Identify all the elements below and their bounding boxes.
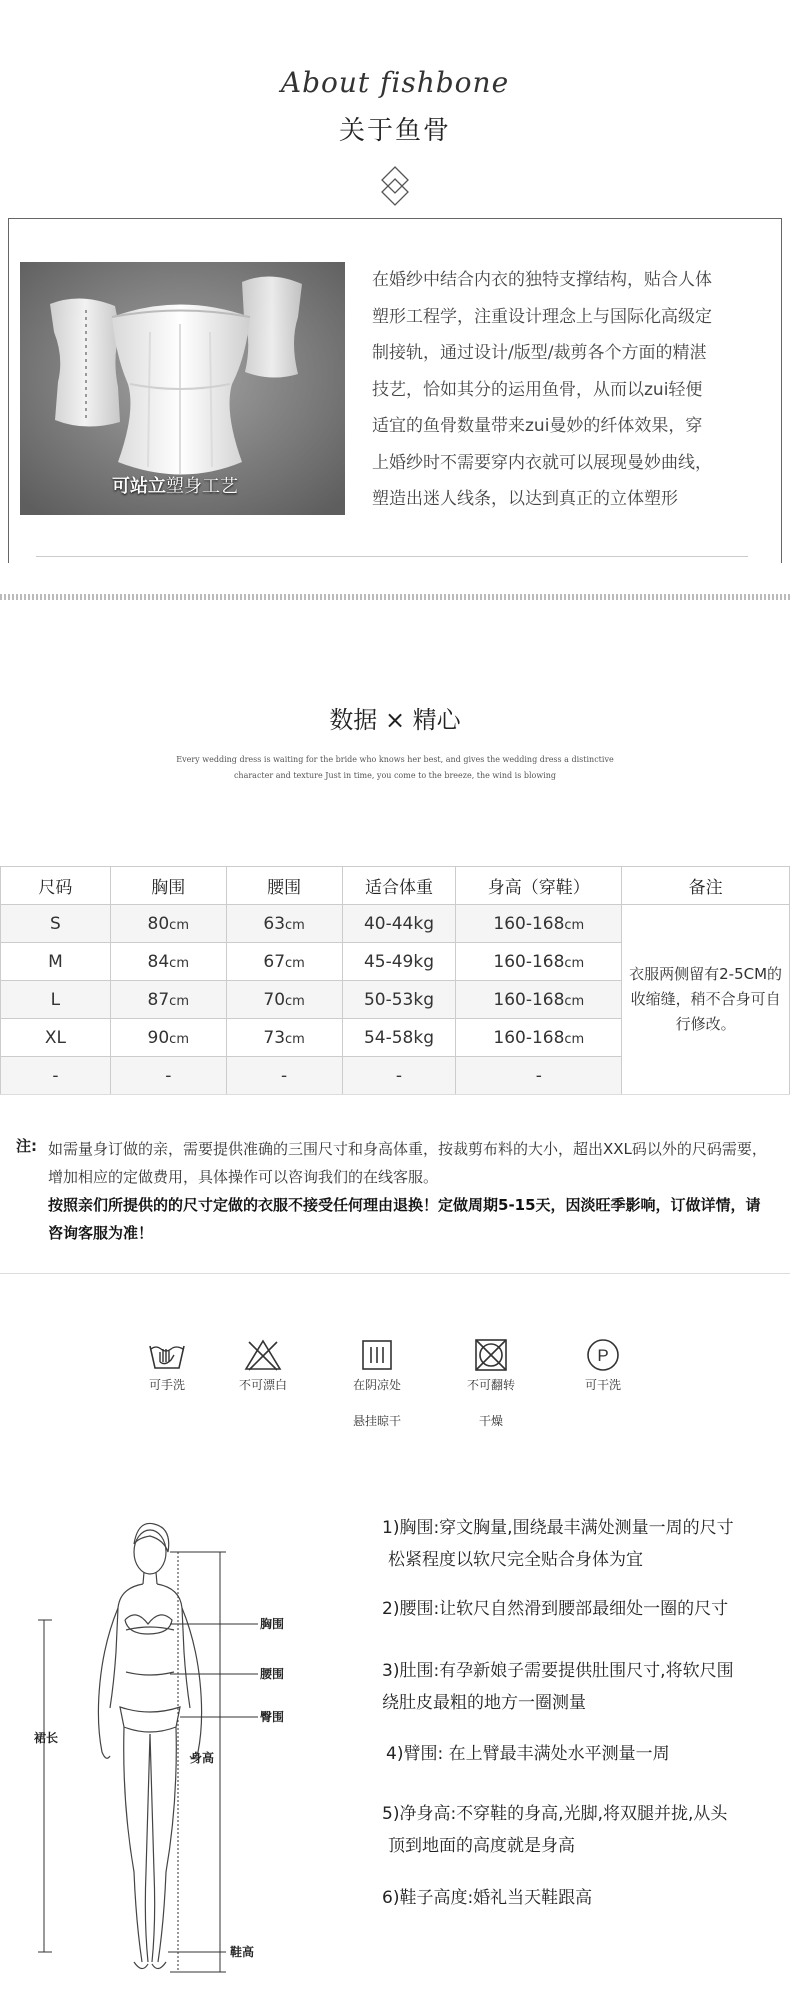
note-warning: 按照亲们所提供的的尺寸定做的衣服不接受任何理由退换！定做周期5-15天，因淡旺季影响，订做详情，请咨询客服为准！ xyxy=(48,1196,761,1242)
care-label: 可干洗 xyxy=(584,1378,621,1392)
cell-bust: 80cm xyxy=(110,905,226,943)
divider xyxy=(36,556,748,557)
cell-height: - xyxy=(456,1057,622,1095)
header-height: 身高（穿鞋） xyxy=(456,867,622,905)
cell-height: 160-168cm xyxy=(456,1019,622,1057)
care-no-tumble xyxy=(436,1338,546,1429)
header-weight: 适合体重 xyxy=(342,867,456,905)
cell-bust: 87cm xyxy=(110,981,226,1019)
care-label: 在阴凉处 悬挂晾干 xyxy=(352,1378,401,1428)
cell-size: L xyxy=(1,981,111,1019)
care-hand-wash xyxy=(112,1338,222,1393)
header-bust: 胸围 xyxy=(110,867,226,905)
care-no-bleach xyxy=(208,1338,318,1393)
cell-bust: 90cm xyxy=(110,1019,226,1057)
measure-item-height: 5)净身高:不穿鞋的身高,光脚,将双腿并拢,从头 顶到地面的高度就是身高 xyxy=(382,1804,728,1856)
measure-item-bust: 1)胸围:穿文胸量,围绕最丰满处测量一周的尺寸 松紧程度以软尺完全贴合身体为宜 xyxy=(382,1518,734,1570)
measure-item-waist: 2)腰围:让软尺自然滑到腰部最细处一圈的尺寸 xyxy=(382,1599,729,1619)
body-measurement-figure xyxy=(30,1512,330,1982)
photo-caption: 可站立塑身工艺 xyxy=(112,476,238,497)
remark-cell: 衣服两侧留有2-5CM的收缩缝，稍不合身可自行修改。 xyxy=(622,905,790,1095)
cell-height: 160-168cm xyxy=(456,981,622,1019)
about-title: 关于鱼骨 xyxy=(338,116,451,146)
care-shade-dry xyxy=(322,1338,432,1429)
cell-weight: 45-49kg xyxy=(342,943,456,981)
svg-text:身高: 身高 xyxy=(190,1751,215,1765)
svg-text:胸围: 胸围 xyxy=(260,1617,285,1631)
header-size: 尺码 xyxy=(1,867,111,905)
no-tumble-dry-icon xyxy=(471,1338,511,1372)
dotted-divider xyxy=(0,594,790,600)
cell-size: XL xyxy=(1,1019,111,1057)
cell-waist: 67cm xyxy=(226,943,342,981)
cell-weight: 54-58kg xyxy=(342,1019,456,1057)
note-label: 注: xyxy=(16,1137,37,1155)
dry-clean-icon xyxy=(583,1338,623,1372)
cell-height: 160-168cm xyxy=(456,943,622,981)
svg-text:裙长: 裙长 xyxy=(34,1731,59,1745)
about-script-title: About fishbone xyxy=(280,66,510,99)
cell-size: S xyxy=(1,905,111,943)
size-table xyxy=(0,866,790,1095)
cell-weight: 50-53kg xyxy=(342,981,456,1019)
cell-waist: 70cm xyxy=(226,981,342,1019)
measure-item-heel: 6)鞋子高度:婚礼当天鞋跟高 xyxy=(382,1888,593,1908)
care-dry-clean xyxy=(548,1338,658,1393)
cell-waist: 73cm xyxy=(226,1019,342,1057)
svg-text:腰围: 腰围 xyxy=(260,1667,285,1681)
svg-text:臀围: 臀围 xyxy=(260,1710,285,1724)
no-bleach-icon xyxy=(243,1338,283,1372)
measure-item-belly: 3)肚围:有孕新娘子需要提供肚围尺寸,将软尺围 绕肚皮最粗的地方一圈测量 xyxy=(382,1661,734,1713)
cell-weight: - xyxy=(342,1057,456,1095)
table-row xyxy=(1,905,790,943)
cell-bust: 84cm xyxy=(110,943,226,981)
cell-waist: - xyxy=(226,1057,342,1095)
svg-text:鞋高: 鞋高 xyxy=(230,1945,255,1959)
note-text: 如需量身订做的亲，需要提供准确的三围尺寸和身高体重，按裁剪布料的大小，超出XXL码以外的尺码需要，增加相应的定做费用，具体操作可以咨询我们的在线客服。 xyxy=(48,1140,767,1186)
cell-bust: - xyxy=(110,1057,226,1095)
header-remark: 备注 xyxy=(622,867,790,905)
cell-size: M xyxy=(1,943,111,981)
cell-size: - xyxy=(1,1057,111,1095)
header-waist: 腰围 xyxy=(226,867,342,905)
cell-height: 160-168cm xyxy=(456,905,622,943)
svg-text:P: P xyxy=(597,1346,609,1365)
table-header-row xyxy=(1,867,790,905)
shade-dry-icon xyxy=(357,1338,397,1372)
corset-photo xyxy=(20,262,345,515)
diamond-ornament-icon xyxy=(380,165,410,207)
care-label: 可手洗 xyxy=(148,1378,185,1392)
cell-weight: 40-44kg xyxy=(342,905,456,943)
care-label: 不可翻转 干燥 xyxy=(466,1378,515,1428)
data-section-subtitle: Every wedding dress is waiting for the bride who knows her best, and gives the wedding dress a distinctive character and texture Just in time, you come to the breeze, the wind is blowing xyxy=(176,755,614,780)
hand-wash-icon xyxy=(147,1338,187,1372)
about-description: 在婚纱中结合内衣的独特支撑结构，贴合人体 塑形工程学，注重设计理念上与国际化高级定 制接轨，通过设计/版型/裁剪各个方面的精湛 技艺，恰如其分的运用鱼骨，从而以zui轻便 适宜的鱼骨数量带来zui曼妙的纤体效果，穿 上婚纱时不需要穿内衣就可以展现曼妙曲线， 塑造出迷人线条，以达到真正的立体塑形 xyxy=(372,270,712,509)
care-label: 不可漂白 xyxy=(238,1378,287,1392)
cell-waist: 63cm xyxy=(226,905,342,943)
measure-item-arm: 4)臂围: 在上臂最丰满处水平测量一周 xyxy=(386,1744,670,1764)
data-section-title: 数据 × 精心 xyxy=(329,706,461,734)
